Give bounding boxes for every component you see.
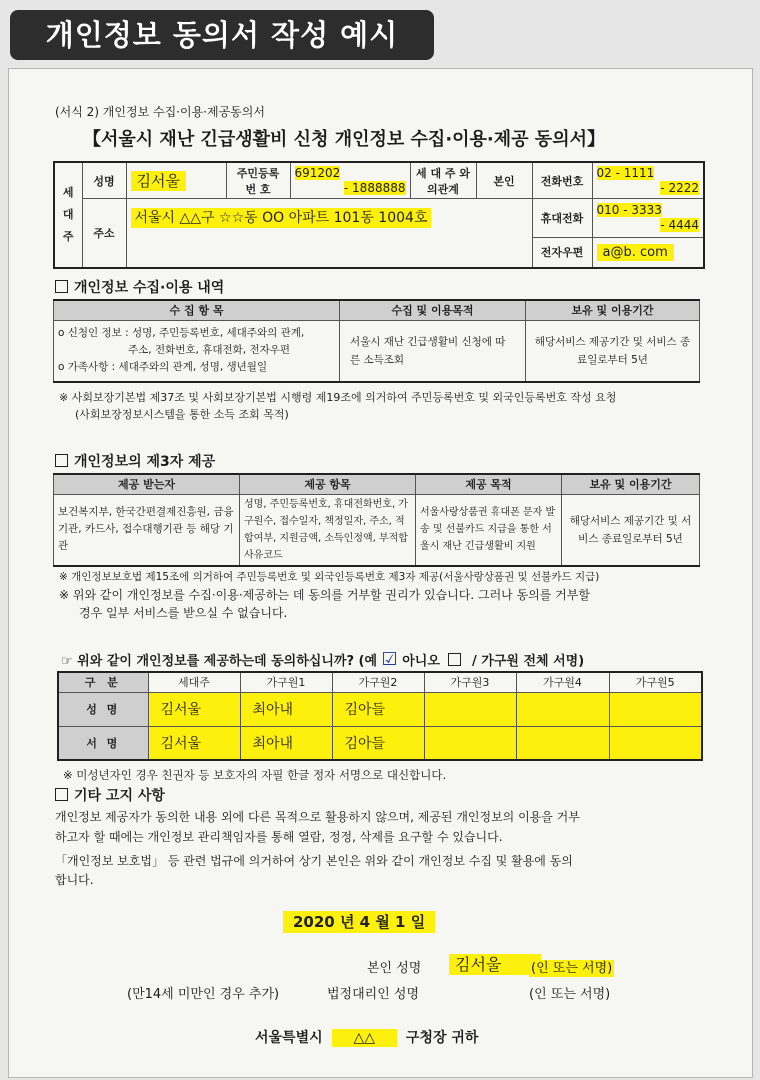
third-party-items: 성명, 주민등록번호, 휴대전화번호, 가구원수, 접수일자, 책정일자, 주소, 적합여부, 지원금액, 소득인정액, 부적합 사유코드 [240,494,416,566]
rep-sign-field[interactable]: (인 또는 서명) [529,987,611,1002]
signed-date[interactable]: 2020 년 4 월 1 일 [283,911,435,932]
rep-name-label: 법정대리인 성명 [327,987,420,1002]
recipient-footer: 서울특별시 △△ 구청장 귀하 [255,1030,479,1046]
checkbox-icon [55,788,68,801]
notice-para-2b: 합니다. [55,873,94,887]
third-party-note-1: ※ 개인정보보호법 제15조에 의거하여 주민등록번호 및 외국인등록번호 제3자 제공(서울사랑상품권 및 선불카드 지급) [59,571,600,583]
collection-note-1: ※ 사회보장기본법 제37조 및 사회보장기본법 시행령 제19조에 의거하여 주민등록번호 및 외국인등록번호 작성 요청 [59,391,617,404]
form-label: (서식 2) 개인정보 수집·이용·제공동의서 [55,105,265,119]
rrn-field[interactable]: 691202 - 1888888 [290,162,410,199]
consent-no-checkbox[interactable] [448,653,461,666]
third-party-header-purpose: 제공 목적 [416,474,562,494]
section3-title: 기타 고지 사항 [55,785,165,805]
collection-header-purpose: 수집 및 이용목적 [340,300,526,320]
mobile-label: 휴대전화 [532,199,592,238]
collection-header-items: 수 집 항 목 [54,300,340,320]
section2-title: 개인정보의 제3자 제공 [55,451,215,471]
householder-side-label: 세 대 주 [54,162,82,268]
members-corner: 구 분 [58,672,148,692]
member-col-3: 가구원3 [424,672,516,692]
member-name-field-4[interactable] [516,692,609,726]
member-sign-field-2[interactable]: 김아들 [332,726,424,760]
collection-table [53,299,700,383]
address-label: 주소 [82,199,126,268]
phone-label: 전화번호 [532,162,592,199]
email-label: 전자우편 [532,237,592,268]
collection-items: o 신청인 정보 : 성명, 주민등록번호, 세대주와의 관계, 주소, 전화번호, 휴대전화, 전자우편 o 가족사항 : 세대주와의 관계, 성명, 생년월일 [54,320,340,382]
district-field[interactable]: △△ [332,1029,398,1047]
member-sign-field-3[interactable] [424,726,516,760]
member-col-1: 가구원1 [240,672,332,692]
collection-period: 해당서비스 제공기간 및 서비스 종료일로부터 5년 [526,320,700,382]
member-col-4: 가구원4 [516,672,609,692]
self-name-field[interactable]: 김서울 [449,952,541,975]
self-name-label: 본인 성명 [367,961,422,976]
third-party-period: 해당서비스 제공기간 및 서비스 종료일로부터 5년 [562,494,700,566]
third-party-note-2a: ※ 위와 같이 개인정보를 수집·이용·제공하는 데 동의를 거부할 권리가 있습니다. 그러나 동의를 거부할 [59,588,590,602]
phone-field[interactable]: 02 - 1111 - 2222 [592,162,704,199]
mobile-field[interactable]: 010 - 3333 - 4444 [592,199,704,238]
minor-label: (만14세 미만인 경우 추가) [127,987,280,1002]
member-sign-field-1[interactable]: 최아내 [240,726,332,760]
section1-title: 개인정보 수집·이용 내역 [55,277,224,297]
collection-header-period: 보유 및 이용기간 [526,300,700,320]
member-name-field-5[interactable] [609,692,702,726]
checkbox-icon [55,280,68,293]
notice-para-2a: 「개인정보 보호법」 등 관련 법규에 의거하여 상기 본인은 위와 같이 개인정보 수집 및 활용에 동의 [55,854,573,868]
member-sign-field-0[interactable]: 김서울 [148,726,240,760]
third-party-table [53,473,700,567]
third-party-header-period: 보유 및 이용기간 [562,474,700,494]
member-name-field-1[interactable]: 최아내 [240,692,332,726]
name-field[interactable]: 김서울 [126,162,226,199]
rrn-label: 주민등록 번 호 [226,162,290,199]
name-label: 성명 [82,162,126,199]
member-col-5: 가구원5 [609,672,702,692]
members-sign-label: 서 명 [58,726,148,760]
member-name-field-2[interactable]: 김아들 [332,692,424,726]
checkbox-icon [55,454,68,467]
member-col-2: 가구원2 [332,672,424,692]
form-title: 【서울시 재난 긴급생활비 신청 개인정보 수집·이용·제공 동의서】 [83,129,605,150]
relation-label: 세 대 주 와의관계 [410,162,476,199]
notice-para-1a: 개인정보 제공자가 동의한 내용 외에 다른 목적으로 활용하지 않으며, 제공된 개인정보의 이용을 거부 [55,810,580,824]
collection-note-2: (사회보장정보시스템을 통한 소득 조회 목적) [75,408,289,421]
member-name-field-3[interactable] [424,692,516,726]
member-name-field-0[interactable]: 김서울 [148,692,240,726]
email-field[interactable]: a@b. com [592,237,704,268]
self-sign-field[interactable]: (인 또는 서명) [531,961,613,976]
consent-form-document [8,68,753,1078]
notice-para-1b: 하고자 할 때에는 개인정보 관리책임자를 통해 열람, 정정, 삭제를 요구할 수 있습니다. [55,830,503,844]
members-name-label: 성 명 [58,692,148,726]
consent-yes-checkbox[interactable]: ☑ [381,649,398,670]
third-party-purpose: 서울사랑상품권 휴대폰 문자 발송 및 선불카드 지급을 통한 서울시 재난 긴급생활비 지원 [416,494,562,566]
members-table [57,671,703,761]
applicant-table [53,161,705,269]
collection-purpose: 서울시 재난 긴급생활비 신청에 따른 소득조회 [340,320,526,382]
third-party-header-items: 제공 항목 [240,474,416,494]
relation-field[interactable]: 본인 [476,162,532,199]
address-field[interactable]: 서울시 △△구 ☆☆동 OO 아파트 101동 1004호 [126,199,532,268]
member-col-0: 세대주 [148,672,240,692]
third-party-note-2b: 경우 일부 서비스를 받으실 수 없습니다. [79,606,288,620]
third-party-header-recipient: 제공 받는자 [54,474,240,494]
consent-question: ☞ 위와 같이 개인정보를 제공하는데 동의하십니까? (예 ☑ 아니오 / 가구원 전체 서명) [61,649,585,670]
member-sign-field-4[interactable] [516,726,609,760]
members-note: ※ 미성년자인 경우 친권자 등 보호자의 자필 한글 정자 서명으로 대신합니다. [63,768,447,782]
third-party-recipient: 보건복지부, 한국간편결제진흥원, 금융기관, 카드사, 접수대행기관 등 해당 기관 [54,494,240,566]
page-banner: 개인정보 동의서 작성 예시 [10,10,434,60]
member-sign-field-5[interactable] [609,726,702,760]
